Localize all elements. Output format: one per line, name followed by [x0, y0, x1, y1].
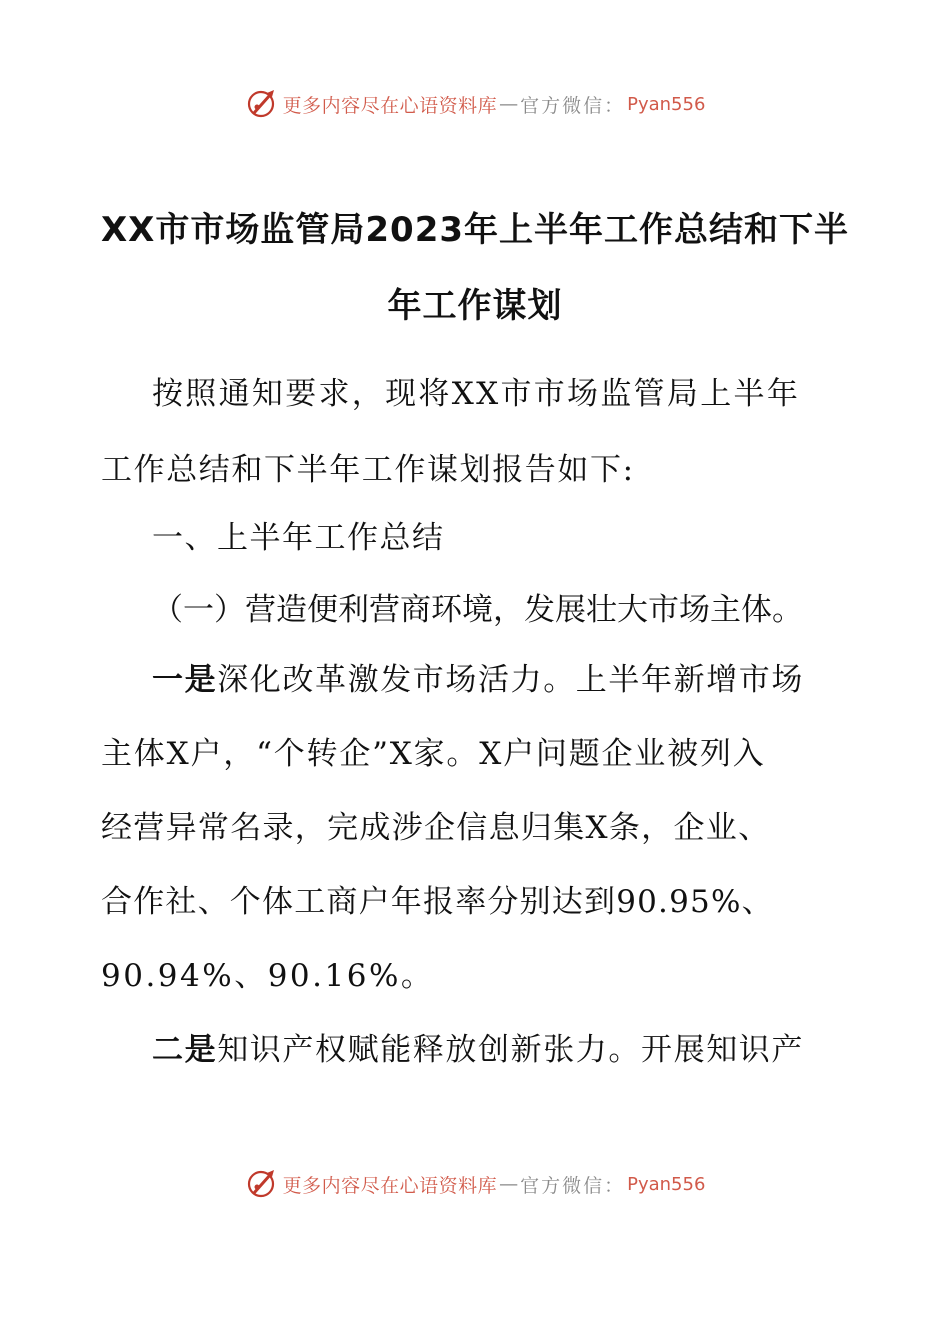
document-title-line-2: 年工作谋划 [387, 286, 563, 326]
document-title-line-1: XX市市场监管局2023年上半年工作总结和下半 [100, 210, 850, 250]
section-heading-1: 一、上半年工作总结 [152, 520, 445, 556]
intro-line-2: 工作总结和下半年工作谋划报告如下: [101, 452, 635, 488]
watermark-wechat-id: Pyan556 [627, 1173, 706, 1195]
item-1-line-1 [152, 660, 804, 700]
item-2-text: 知识产权赋能释放创新张力。开展知识产 [217, 1032, 805, 1068]
item-2-lead: 二是 [152, 1032, 218, 1068]
watermark-wechat-id: Pyan556 [627, 93, 706, 115]
item-1-line-2: 主体X户，“个转企”X家。X户问题企业被列入 [101, 736, 766, 772]
item-1-line-4: 合作社、个体工商户年报率分别达到90.95%、 [101, 884, 774, 920]
watermark-wechat-label: 官方微信： [520, 1174, 626, 1197]
item-1-text: 深化改革激发市场活力。上半年新增市场 [217, 662, 805, 698]
item-1-line-5: 90.94%、90.16%。 [101, 958, 435, 994]
pen-logo-icon [245, 87, 279, 121]
intro-line-1: 按照通知要求，现将XX市市场监管局上半年 [152, 376, 801, 412]
pen-logo-icon [245, 1167, 279, 1201]
watermark-header [0, 84, 950, 124]
item-1-line-3: 经营异常名录，完成涉企信息归集X条，企业、 [101, 810, 771, 846]
watermark-dash: — [499, 93, 519, 115]
subsection-heading-1: （一）营造便利营商环境，发展壮大市场主体。 [152, 592, 803, 628]
watermark-text: 更多内容尽在心语资料库 [282, 94, 498, 117]
watermark-text: 更多内容尽在心语资料库 [282, 1174, 498, 1197]
watermark-footer [0, 1164, 950, 1204]
item-2-line-1 [152, 1030, 804, 1070]
item-1-lead: 一是 [152, 662, 218, 698]
watermark-wechat-label: 官方微信： [520, 94, 626, 117]
watermark-dash: — [499, 1173, 519, 1195]
